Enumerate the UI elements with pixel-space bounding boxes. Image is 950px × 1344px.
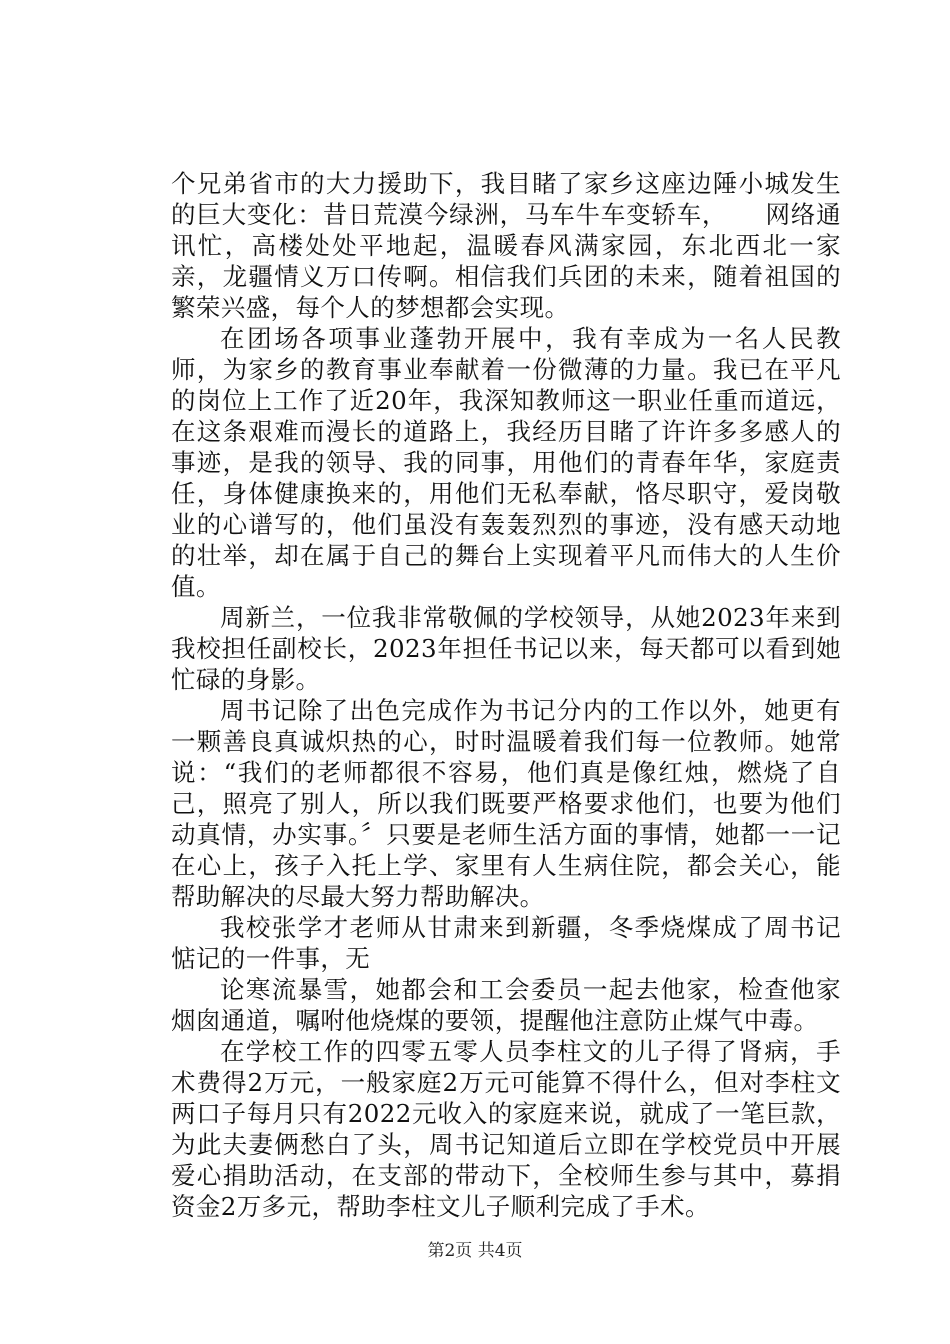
page-footer: 第2页 共4页 [427,1241,523,1261]
paragraph-winter-visit: 论寒流暴雪，她都会和工会委员一起去他家，检查他家烟囱通道，嘱咐他烧煤的要领，提醒他注意防止煤气中毒。 [171,975,841,1035]
paragraph-teacher-career: 在团场各项事业蓬勃开展中，我有幸成为一名人民教师，为家乡的教育事业奉献着一份微薄的力量。我已在平凡的岗位上工作了近20年，我深知教师这一职业任重而道远，在这条艰难而漫长的道路上，我经历目睹了许许多多感人的事迹，是我的领导、我的同事，用他们的青春年华，家庭责任，身体健康换来的，用他们无私奉献，恪尽职守，爱岗敬业的心谱写的，他们虽没有轰轰烈烈的事迹，没有感天动地的壮举，却在属于自己的舞台上实现着平凡而伟大的人生价值。 [171,324,841,601]
paragraph-secretary-care: 周书记除了出色完成作为书记分内的工作以外，她更有一颗善良真诚炽热的心，时时温暖着我们每一位教师。她常说：“我们的老师都很不容易，他们真是像红烛，燃烧了自己，照亮了别人，所以我们既要严格要求他们，也要为他们动真情，办实事。〞只要是老师生活方面的事情，她都一一记在心上，孩子入托上学、家里有人生病住院，都会关心，能帮助解决的尽最大努力帮助解决。 [171,696,841,911]
paragraph-continued: 个兄弟省市的大力援助下，我目睹了家乡这座边陲小城发生的巨大变化：昔日荒漠今绿洲，马车牛车变轿车， 网络通讯忙，高楼处处平地起，温暖春风满家园，东北西北一家亲，龙疆情义万口传啊。相信我们兵团的未来，随着祖国的繁荣兴盛，每个人的梦想都会实现。 [171,169,841,322]
paragraph-li-zhuwen: 在学校工作的四零五零人员李柱文的儿子得了肾病，手术费得2万元，一般家庭2万元可能算不得什么，但对李柱文两口子每月只有2022元收入的家庭来说，就成了一笔巨款，为此夫妻俩愁白了头，周书记知道后立即在学校党员中开展爱心捐助活动，在支部的带动下，全校师生参与其中，募捐资金2万多元，帮助李柱文儿子顺利完成了手术。 [171,1037,841,1221]
document-body [171,168,841,1222]
paragraph-zhang-xuecai: 我校张学才老师从甘肃来到新疆，冬季烧煤成了周书记惦记的一件事，无 [171,913,841,973]
paragraph-zhou-xinlan: 周新兰，一位我非常敬佩的学校领导，从她2023年来到我校担任副校长，2023年担任书记以来，每天都可以看到她忙碌的身影。 [171,603,841,694]
